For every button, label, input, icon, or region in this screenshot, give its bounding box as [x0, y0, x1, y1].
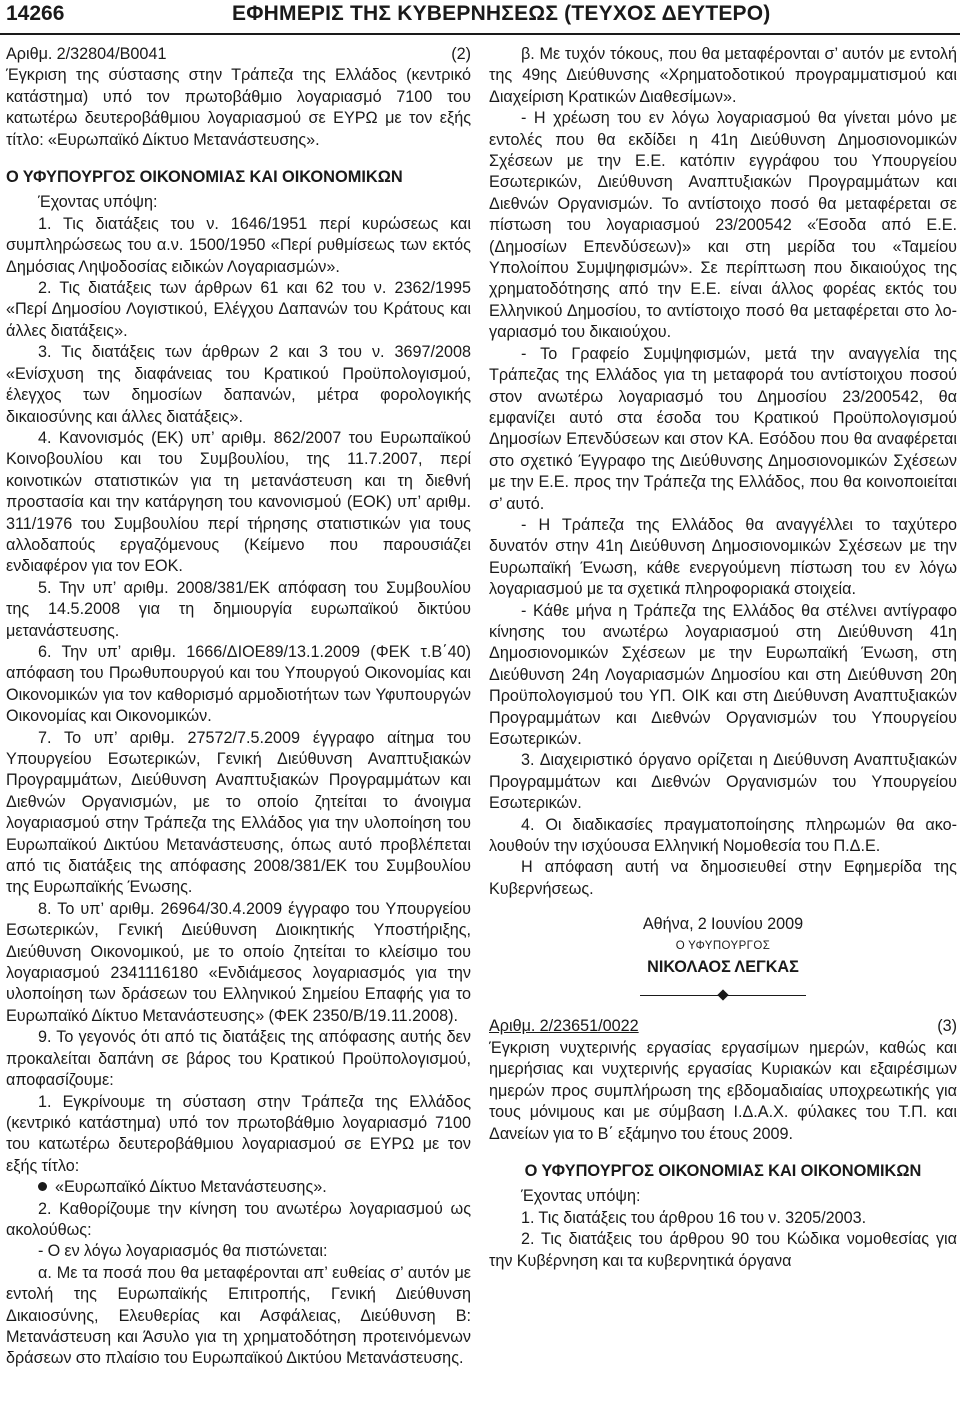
decision-2-reference: Αριθμ. 2/23651/0022 — [489, 1017, 639, 1036]
article-4: 4. Οι διαδικασίες πραγματοποίησης πληρωμών θα ακολουθούν την ισχύουσα Ελληνική Νομοθεσία του Π.Δ.Ε. — [489, 815, 957, 856]
consideration-3: 3. Τις διατάξεις των άρθρων 2 και 3 του ν. 3697/2008 «Ενίσχυση της διαφάνειας του Κρατικού Προϋπολογισμού, έλεγχος των δημοσίων δαπανών, μέτρα φορολογικής δικαιοσύνης και άλλες διατάξεις». — [6, 343, 471, 426]
decision-number: (2) — [451, 45, 471, 63]
decision-title: Έγκριση της σύστασης στην Τράπεζα της Ελλάδος (κεντρικό κατάστημα) υπό τον πρωτοβάθμιο λογαριασμό 7100 του κατωτέρω δευτεροβάθμιου λογαριασμού σε ΕΥΡΩ με τον εξής τίτλο: «Ευρωπαϊκό Δίκτυο Μετανάστευσης». — [6, 66, 471, 149]
separator-line — [640, 995, 720, 996]
consideration-4: 4. Κανονισμός (ΕΚ) υπ’ αριθμ. 862/2007 του Ευρωπαϊκού Κοινοβουλίου και του Συμβουλίου, της 11.7.2007, περί κοινοτικών στατιστικών για τη μετανάστευση και τη διεθνή προστασία και την κατάργηση του κανονισμού (ΕΟΚ) υπ’ αριθμ. 311/1976 του Συμβουλίου περί τήρησης στατιστικών για τους αλλοδαπούς εργαζόμενους (Κείμενο που παρουσιάζει ενδιαφέρον για τον ΕΟΚ. — [6, 428, 471, 576]
credit-intro: - Ο εν λόγω λογαριασμός θα πιστώνεται: — [38, 1242, 328, 1261]
decision-2-considering-label: Έχοντας υπόψη: — [521, 1187, 641, 1206]
debit-paragraph-2: - Το Γραφείο Συμψηφισμών, μετά την αναγγελία της Τράπεζας της Ελλάδος για τη μεταφορά του αντίστοιχου ποσού στον ανωτέρω λογαριασμό του Δημοσίου 23/200542, θα εμφανίζει αυτό στα έσοδα του Κρατικού Προϋπολογισμού Δημοσίων Επενδύσεων και στον ΚΑ. Εσόδου που θα αναφέρεται στο σχετικό Έγγραφο της Διεύθυνσης Δημοσιονομικών Σχέσεων με την Ε.Ε. προς την Τράπεζα της Ελλάδος, που θα κοινοποιείται σ’ αυτό. — [489, 344, 957, 513]
consideration-7: 7. Το υπ’ αριθμ. 27572/7.5.2009 έγγραφο αίτημα του Υπουργείου Εσωτερικών, Γενική Διεύθυνση Αναπτυξιακών Προγραμμάτων, Διεύθυνση Αναπτυξιακών Προγραμμάτων και Διεθνών Οργανισμών, με το οποίο ζητείται το άνοιγμα λογαριασμού στην Τράπεζα της Ελλάδος για την υλοποίηση του Ευρωπαϊκού Δικτύου Μετανάστευσης, όπως αυτό προβλέπεται από τις διατάξεις της απόφασης 2008/381/ΕΚ του Συμβουλίου της Ευρωπαϊκής Ένωσης. — [6, 728, 471, 897]
decision-2-reference-line — [489, 1016, 957, 1037]
article-1: 1. Εγκρίνουμε τη σύσταση στην Τράπεζα της Ελλάδος (κεντρικό κατάστημα) υπό τον πρωτοβάθμιο λογαριασμό 7100 του κατωτέρω δευτεροβάθμιου λογαριασμού σε ΕΥΡΩ με τον εξής τίτλο: — [6, 1092, 471, 1175]
left-column — [6, 44, 471, 1370]
publication-order: Η απόφαση αυτή να δημοσιευθεί στην Εφημερίδα της Κυβερνήσεως. — [489, 858, 957, 898]
spacer — [489, 900, 957, 914]
signer-name: ΝΙΚΟΛΑΟΣ ΛΕΓΚΑΣ — [647, 958, 799, 977]
separator-diamond — [489, 990, 957, 1000]
authority-heading: Ο ΥΦΥΠΟΥΡΓΟΣ ΟΙΚΟΝΟΜΙΑΣ ΚΑΙ ΟΙΚΟΝΟΜΙΚΩΝ — [6, 168, 403, 187]
consideration-8: 8. Το υπ’ αριθμ. 26964/30.4.2009 έγγραφο του Υπουργείου Εσωτερικών, Γενική Διεύθυνση Διοικητικής Υποστήριξης, Διεύθυνση Οικονομικού, με το οποίο ζητείται το κλείσιμο του λογαριασμού 2341116180 «Ενδιάμεσος λογαριασμός για την υλοποίηση των δράσεων του Ελληνικού Σημείου Επαφής για το Ευρωπαϊκό Δίκτυο Μετανάστευσης» (ΦΕΚ 2350/Β/19.11.2008). — [6, 899, 471, 1025]
debit-paragraph-3: - Η Τράπεζα της Ελλάδος θα αναγγέλλει το ταχύτερο δυνατόν στην 41η Διεύθυνση Δημοσιονομικών Σχέσεων με την Ευρωπαϊκή Ένωση, κάθε ενεργούμενη πίστωση του εν λόγω λογαριασμού με τα σχετικά πληροφοριακά στοιχεία. — [489, 515, 957, 599]
decision-2-item-1: 1. Τις διατάξεις του άρθρου 16 του ν. 3205/2003. — [521, 1208, 867, 1227]
credit-a: α. Με τα ποσά που θα μεταφέρονται απ’ ευθείας σ’ αυτόν με εντολή της Ευρωπαϊκής Επιτροπής, Γενική Διεύθυνση Δικαιοσύνης, Ελευθερίας και Ασφάλειας, Διεύθυνση Β: Μετανάστευση και Άσυλο για τη χρηματοδότηση προτεινόμενων δράσεων στο πλαίσιο του Ευρωπαϊκού Δικτύου Μετανάστευσης. — [6, 1263, 471, 1368]
decision-2-number: (3) — [937, 1017, 957, 1036]
consideration-1: 1. Τις διατάξεις του ν. 1646/1951 περί κυρώσεως και συμπληρώσεως του α.ν. 1500/1950 «Περί ρυθμίσεως των εκτός Δημόσιας Ληψοδοσίας ειδικών Λογαριασμών». — [6, 214, 471, 276]
consideration-2: 2. Τις διατάξεις των άρθρων 61 και 62 του ν. 2362/1995 «Περί Δημοσίου Λογιστικού, Ελέγχου Δαπανών του Κράτους και άλλες διατάξεις». — [6, 279, 471, 340]
debit-paragraph-1: - Η χρέωση του εν λόγω λογαριασμού θα γίνεται μόνο με εντολές που θα εκδίδει η 41η Διεύθυνση Δημοσιονομικών Σχέσεων με την Ε.Ε. κατόπιν εγγράφου του Υπουργείου Εσωτερικών, Διεύθυνση Αναπτυξιακών Προγραμμάτων και Διεθνών Οργανισμών. Το αντίστοιχο ποσό θα μεταφέρεται σε πίστωση του λογαριασμού 23/200542 «Έσοδα από Ε.Ε. (Δημοσίων Επενδύσεων)» και στη μερίδα του «Ταμείου Υπολοίπου Συμψηφισμών». Σε περίπτωση που δικαιούχος της χρηματοδότησης από την Ε.Ε. είναι άλλος φορέας εκτός του Ελληνικού Δημοσίου, το αντίστοιχο ποσό θα μεταφέρεται στο λογαριασμό του δικαιούχου. — [489, 109, 957, 342]
consideration-9: 9. Το γεγονός ότι από τις διατάξεις της απόφασης αυτής δεν προκαλείται δαπάνη σε βάρος του Κρατικού Προϋπολογισμού, αποφασίζουμε: — [6, 1028, 471, 1090]
decision-reference-line — [6, 44, 471, 65]
decision-2-title: Έγκριση νυχτερινής εργασίας εργασίμων ημερών, καθώς και ημερήσιας και νυχτερινής εργασίας Κυριακών και εξαιρέσιμων ημερών προς συμπλήρωση της εβδομαδιαίας υποχρεωτικής για τους μόνιμους και με σύμβαση Ι.Δ.Α.Χ. φύλακες του Τ.Π. και Δανείων για το Β΄ εξάμηνο του έτους 2009. — [489, 1038, 957, 1143]
account-title-item — [6, 1177, 471, 1198]
decision-2-item-2: 2. Τις διατάξεις του άρθρου 90 του Κώδικα νομοθεσίας για την Κυβέρνηση και τα κυβερνητικά όργανα — [489, 1230, 957, 1270]
page-number: 14266 — [6, 2, 65, 25]
right-column — [489, 44, 957, 1272]
credit-b: β. Με τυχόν τόκους, που θα μεταφέρονται σ’ αυτόν με εντολή της 49ης Διεύθυνσης «Χρηματοδοτικού προγραμματισμού και Διαχείριση Κρατικών Διαθεσίμων». — [489, 45, 957, 106]
decision-2-authority-heading: Ο ΥΦΥΠΟΥΡΓΟΣ ΟΙΚΟΝΟΜΙΑΣ ΚΑΙ ΟΙΚΟΝΟΜΙΚΩΝ — [524, 1161, 922, 1180]
consideration-6: 6. Την υπ’ αριθμ. 1666/ΔΙΟΕ89/13.1.2009 (ΦΕΚ τ.Β΄40) απόφαση του Πρωθυπουργού και του Υπουργού Οικονομίας και Οικονομικών για τον καθορισμό αρμοδιοτήτων των Υφυπουργών Οικονομίας και Οικονομικών. — [6, 642, 471, 726]
signer-title: Ο ΥΦΥΠΟΥΡΓΟΣ — [675, 939, 771, 952]
article-3: 3. Διαχειριστικό όργανο ορίζεται η Διεύθυνση Αναπτυξιακών Προγραμμάτων και Διεθνών Οργανισμών του Υπουργείου Εσωτερικών. — [489, 751, 957, 813]
article-2-intro: 2. Καθορίζουμε την κίνηση του ανωτέρω λογαριασμού ως ακολούθως: — [6, 1199, 471, 1239]
debit-paragraph-4: - Κάθε μήνα η Τράπεζα της Ελλάδος θα στέλνει αντίγραφο κίνησης του ανωτέρω λογαριασμού στη Διεύθυνση 41η Δημοσιονομικών Σχέσεων με την Ευρωπαϊκή Ένωση, στη Διεύθυνση 24η Λογαριασμών Δημοσίου και στη Διεύθυνση 20η Προϋπολογισμού του ΥΠ. ΟΙΚ και στη Διεύθυνση Αναπτυξιακών Προγραμμάτων και Διεθνών Οργανισμών του Υπουργείου Εσωτερικών. — [489, 601, 957, 748]
consideration-5: 5. Την υπ’ αριθμ. 2008/381/ΕΚ απόφαση του Συμβουλίου της 14.5.2008 για τη δημιουργία ευρωπαϊκού δικτύου μετανάστευσης. — [6, 578, 471, 640]
diamond-icon — [717, 990, 728, 1001]
journal-title: ΕΦΗΜΕΡΙΣ ΤΗΣ ΚΥΒΕΡΝΗΣΕΩΣ (ΤΕΥΧΟΣ ΔΕΥΤΕΡΟ) — [232, 2, 771, 25]
account-title: «Ευρωπαϊκό Δίκτυο Μετανάστευσης». — [55, 1178, 327, 1197]
bullet-icon — [38, 1182, 47, 1191]
decision-reference: Αριθμ. 2/32804/Β0041 — [6, 45, 167, 63]
considering-label: Έχοντας υπόψη: — [38, 193, 158, 212]
header-rule — [0, 33, 960, 35]
page-header — [0, 0, 960, 36]
separator-line — [726, 995, 806, 996]
place-date: Αθήνα, 2 Ιουνίου 2009 — [642, 915, 804, 934]
